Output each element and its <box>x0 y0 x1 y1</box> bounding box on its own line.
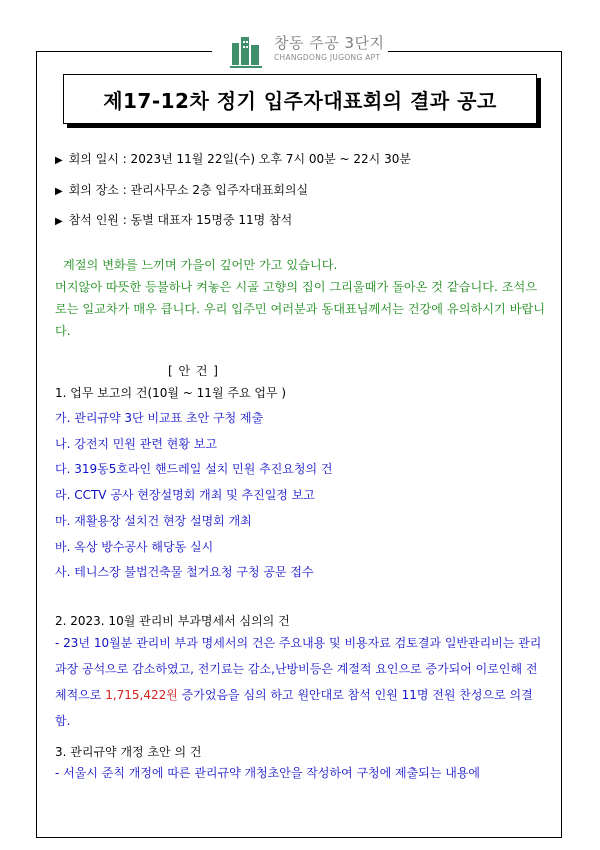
item1-subitem: 다. 319동5호라인 핸드레일 설치 민원 추진요청의 건 <box>55 462 333 476</box>
notice-title: 제17-12차 정기 입주자대표회의 결과 공고 <box>103 88 497 113</box>
meeting-attendance: ▶ 참석 인원 : 동별 대표자 15명중 11명 참석 <box>55 213 293 227</box>
apartment-logo-icon <box>226 29 266 69</box>
meeting-location: ▶ 회의 장소 : 관리사무소 2층 입주자대표회의실 <box>55 183 309 197</box>
item1-subitem: 마. 재활용장 설치건 현장 설명회 개최 <box>55 514 252 528</box>
item1-subitem: 바. 옥상 방수공사 해당동 실시 <box>55 540 214 554</box>
meeting-datetime: ▶ 회의 일시 : 2023년 11월 22일(수) 오후 7시 00분 ~ 22시 30분 <box>55 152 411 166</box>
item2-body-suffix: 증가었음을 심의 하고 원안대로 참석 인원 11명 전원 찬성으로 의결 함. <box>55 688 533 728</box>
triangle-bullet-icon: ▶ <box>55 186 63 197</box>
greeting-line-1: 계절의 변화를 느끼며 가을이 깊어만 가고 있습니다. <box>63 258 338 272</box>
item1-subitem: 나. 강전지 민원 관련 현황 보고 <box>55 437 217 451</box>
notice-title-box <box>63 74 537 124</box>
item1-heading: 1. 업무 보고의 건(10월 ~ 11월 주요 업무 ) <box>55 386 287 400</box>
logo <box>212 27 388 71</box>
item3-heading: 3. 관리규약 개정 초안 의 건 <box>55 745 202 759</box>
greeting-line-2: 머지않아 따뜻한 등불하나 켜놓은 시골 고향의 집이 그리울때가 돌아온 것 같습니다. 조석으로는 일교차가 매우 큽니다. 우리 입주민 여러분과 동대표님께서는 건강에 유의하시기 바랍니다. <box>55 280 545 338</box>
logo-name-korean: 창동 주공 3단지 <box>274 34 385 52</box>
item2-amount: 1,715,422원 <box>105 688 178 702</box>
item1-subitem: 라. CCTV 공사 현장설명회 개최 및 추진일정 보고 <box>55 488 315 502</box>
logo-name-english: CHANGDONG JUGONG APT <box>274 53 381 62</box>
agenda-heading: [ 안 건 ] <box>168 364 219 378</box>
item3-body: - 서울시 준칙 개정에 따른 관리규약 개청초안을 작성하여 구청에 제출되는 내용에 <box>55 766 481 780</box>
item1-subitem: 가. 관리규약 3단 비교표 초안 구청 제출 <box>55 411 264 425</box>
triangle-bullet-icon: ▶ <box>55 216 63 227</box>
greeting-paragraph <box>55 254 547 342</box>
item2-body <box>55 630 547 734</box>
item2-body-prefix: - 23년 10월분 관리비 부과 명세서의 건은 주요내용 및 비용자료 검토결과 일반관리비는 관리과장 공석으로 감소하였고, 전기료는 감소,난방비등은 계절적 요인으로 증가되어 이로인해 전체적으로 <box>55 636 542 702</box>
item2-heading: 2. 2023. 10월 관리비 부과명세서 심의의 건 <box>55 614 290 628</box>
triangle-bullet-icon: ▶ <box>55 155 63 166</box>
item1-subitem: 사. 테니스장 불법건축물 철거요청 구청 공문 접수 <box>55 565 314 579</box>
